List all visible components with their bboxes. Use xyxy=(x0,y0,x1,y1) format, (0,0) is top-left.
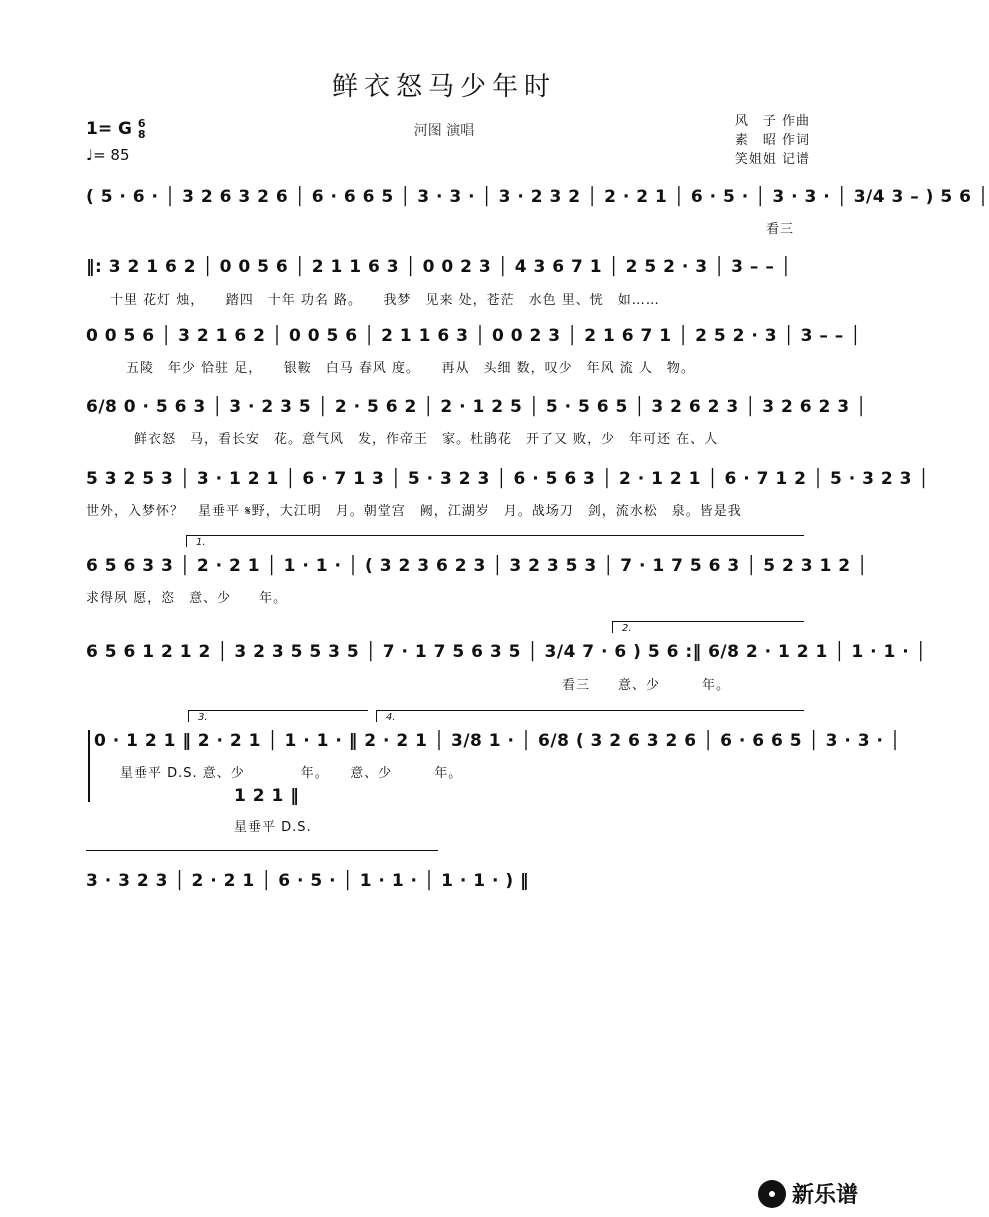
lyric-line-1: 看三 xyxy=(766,222,795,237)
meter: 6 8 xyxy=(137,117,146,141)
volta-bracket-1 xyxy=(186,535,804,536)
volta-bracket-1-start xyxy=(186,535,187,547)
tempo-marking: ♩= 85 xyxy=(86,146,130,164)
lyric-line-2: 十里 花灯 烛， 踏四 十年 功名 路。 我梦 见来 处，苍茫 水色 里、恍 如…… xyxy=(110,293,660,308)
volta-label-3: 3. xyxy=(198,712,208,723)
performer: 河图 演唱 xyxy=(413,123,475,139)
score-title: 鲜衣怒马少年时 xyxy=(331,72,556,102)
volta-bracket-4 xyxy=(376,710,804,711)
lyric-line-8: 星垂平 D.S. 意、少 年。 意、少 年。 xyxy=(120,766,463,781)
volta-bracket-2 xyxy=(612,621,804,622)
score-line-9: 3 · 3 2 3 │ 2 · 2 1 │ 6 · 5 · │ 1 · 1 · │ 1 · 1 · ) ‖ xyxy=(86,871,530,891)
volta-bracket-3-start xyxy=(188,710,189,722)
score-line-5: 5 3 2 5 3 │ 3 · 1 2 1 │ 6 · 7 1 3 │ 5 · 3 2 3 │ 6 · 5 6 3 │ 2 · 1 2 1 │ 6 · 7 1 2 │ 5 · 3 2 3 │ xyxy=(86,469,930,489)
coda-bracket xyxy=(86,850,438,851)
site-logo xyxy=(758,1178,858,1209)
lyric-line-3: 五陵 年少 恰驻 足， 银鞍 白马 春风 度。 再从 头细 数，叹少 年风 流 人 物。 xyxy=(126,361,695,376)
record-disc-icon xyxy=(758,1180,786,1208)
system-bracket xyxy=(88,730,90,802)
logo-text: 新乐谱 xyxy=(792,1183,859,1208)
score-line-2: ‖: 3 2 1 6 2 │ 0 0 5 6 │ 2 1 1 6 3 │ 0 0 2 3 │ 4 3 6 7 1 │ 2 5 2 · 3 │ 3 – – │ xyxy=(86,257,792,277)
key-signature: 1= G 6 8 xyxy=(86,117,146,141)
lyric-line-8-alt: 星垂平 D.S. xyxy=(234,820,312,835)
lyric-line-5: 世外，入梦怀？ 星垂平 𝄋野，大江明 月。朝堂宫 阙，江湖岁 月。战场刀 剑，流水松 泉。皆是我 xyxy=(86,504,742,519)
score-line-8: 0 · 1 2 1 ‖ 2 · 2 1 │ 1 · 1 · ‖ 2 · 2 1 │ 3/8 1 · │ 6/8 ( 3 2 6 3 2 6 │ 6 · 6 6 5 │ 3 · 3 · │ xyxy=(94,731,901,751)
lyric-line-6: 求得夙 愿，恣 意、少 年。 xyxy=(86,591,288,606)
volta-bracket-4-start xyxy=(376,710,377,722)
score-line-1: ( 5 · 6 · │ 3 2 6 3 2 6 │ 6 · 6 6 5 │ 3 · 3 · │ 3 · 2 3 2 │ 2 · 2 1 │ 6 · 5 · │ 3 · 3 · │ 3/4 3 – ) 5 6 │ xyxy=(86,187,989,207)
composer-credit: 风 子 作曲 xyxy=(734,114,810,129)
score-line-6: 6 5 6 3 3 │ 2 · 2 1 │ 1 · 1 · │ ( 3 2 3 6 2 3 │ 3 2 3 5 3 │ 7 · 1 7 5 6 3 │ 5 2 3 1 2 │ xyxy=(86,556,868,576)
score-line-3: 0 0 5 6 │ 3 2 1 6 2 │ 0 0 5 6 │ 2 1 1 6 3 │ 0 0 2 3 │ 2 1 6 7 1 │ 2 5 2 · 3 │ 3 – – │ xyxy=(86,326,861,346)
volta-bracket-2-start xyxy=(612,621,613,633)
volta-label-1: 1. xyxy=(196,537,206,548)
volta-bracket-3 xyxy=(188,710,368,711)
lyric-line-7: 看三 意、少 年。 xyxy=(562,678,731,693)
transcriber-credit: 笑姐姐 记谱 xyxy=(734,152,810,167)
volta-label-2: 2. xyxy=(622,623,632,634)
lyricist-credit: 素 昭 作词 xyxy=(734,133,810,148)
score-line-7: 6 5 6 1 2 1 2 │ 3 2 3 5 5 3 5 │ 7 · 1 7 5 6 3 5 │ 3/4 7 · 6 ) 5 6 :‖ 6/8 2 · 1 2 1 │ 1 · 1 · │ xyxy=(86,642,927,662)
score-line-8-alt: 1 2 1 ‖ xyxy=(234,786,300,806)
lyric-line-4: 鲜衣怒 马，看长安 花。意气风 发，作帝王 家。杜鹃花 开了又 败，少 年可还 在、人 xyxy=(134,432,719,447)
volta-label-4: 4. xyxy=(386,712,396,723)
score-line-4: 6/8 0 · 5 6 3 │ 3 · 2 3 5 │ 2 · 5 6 2 │ 2 · 1 2 5 │ 5 · 5 6 5 │ 3 2 6 2 3 │ 3 2 6 2 3 │ xyxy=(86,397,867,417)
